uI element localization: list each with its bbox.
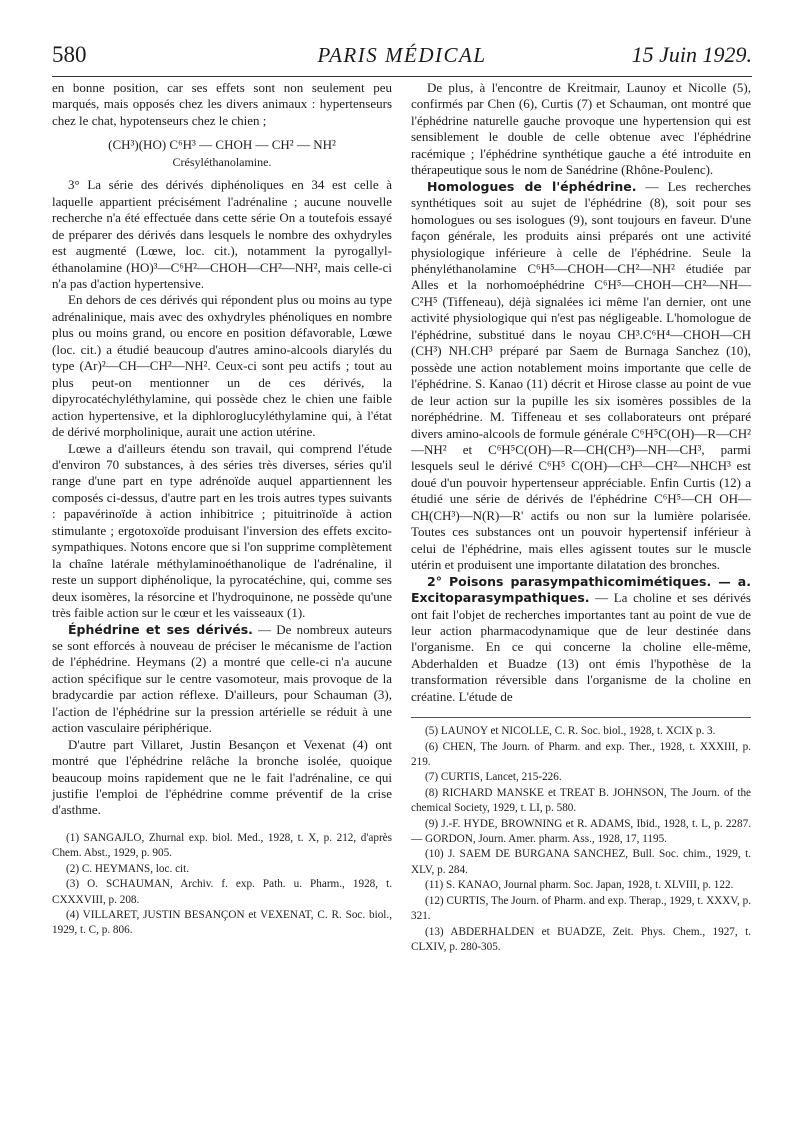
formula-caption: Crésyléthanolamine. xyxy=(172,154,272,169)
paragraph-text: — Les recherches synthétiques soit au sujet de l'éphédrine (8), soit pour ses homologues ou ses isologues (9), sont toujours en faveur. D'une façon générale, les produits ainsi préparés ont une activité physiologique inférieure à celle de l'éphédrine. Seule la phényléthanolamine C⁶H⁵—CHOH—CH²—NH² étudiée par Alles et la norhomoéphédrine C⁶H⁵—CHOH—CH²—NH—C²H⁵ (Tiffeneau), déjà signalées ici même l'an dernier, ont une activité physiologique qui n'est pas négligeable. L'homologue de l'éphédrine, substitué dans le noyau CH³.C⁶H⁴—CHOH—CH (CH³) NH.CH³ préparé par Saem de Burnaga Sanchez (10), possède une action notablement moins importante que celle de l'éphédrine. S. Kanao (11) décrit et Hirose classe au point de vue de leur action sur la pupille les six isomères possibles de la noréphédrine. M. Tiffeneau et ses collaborateurs ont préparé divers amino-alcools de formule générale C⁶H⁵C(OH)—R—CH²—NH² et C⁶H⁵C(OH)—R—CH(CH³)—NH—CH³, parmi lesquels seul le dérivé C⁶H⁵ C(OH)—CH³—CH²—NHCH³ est doué d'un pouvoir hypertenseur appréciable. Enfin Curtis (12) a étudié une série de dérivés de l'éphédrine C⁶H⁵—CH OH—CH(CH³)—N(R)—R' actifs ou non sur la lumière polarisée. Toutes ces substances ont un pouvoir hypertensif inférieur à celui de l'éphédrine, mais elles agissent toutes sur le muscle utérin et produisent une importante dilatation des bronches. xyxy=(411,178,751,573)
paragraph xyxy=(411,179,751,574)
chemical-formula: (CH³)(HO) C⁶H³ — CHOH — CH² — NH² xyxy=(108,137,336,153)
paragraph xyxy=(411,574,751,706)
section-heading: Homologues de l'éphédrine. xyxy=(427,178,637,194)
footnote: (8) RICHARD MANSKE et TREAT B. JOHNSON, The Journ. of the chemical Society, 1929, t. LI, p. 580. xyxy=(411,786,751,815)
footnote: (3) O. SCHAUMAN, Archiv. f. exp. Path. u. Pharm., 1928, t. CXXXVIII, p. 208. xyxy=(52,878,392,906)
paragraph xyxy=(52,622,392,737)
footnote: (11) S. KANAO, Journal pharm. Soc. Japan, 1928, t. XLVIII, p. 122. xyxy=(425,879,734,892)
left-column xyxy=(52,80,392,939)
right-column xyxy=(411,80,751,955)
footnote: (7) CURTIS, Lancet, 215-226. xyxy=(425,771,562,784)
paragraph: en bonne position, car ses effets sont non seulement peu marqués, mais opposés chez les divers animaux : hypertenseurs chez le chat, hypotenseurs chez le chien ; xyxy=(52,80,392,128)
running-header xyxy=(52,40,752,77)
footnote: (5) LAUNOY et NICOLLE, C. R. Soc. biol., 1928, t. XCIX p. 3. xyxy=(425,725,716,738)
footnote: (13) ABDERHALDEN et BUADZE, Zeit. Phys. Chem., 1927, t. CLXIV, p. 280-305. xyxy=(411,925,751,953)
footnotes xyxy=(52,831,392,939)
footnote: (12) CURTIS, The Journ. of Pharm. and exp. Therap., 1929, t. XXXV, p. 321. xyxy=(411,894,751,923)
footnote: (10) J. SAEM DE BURGANA SANCHEZ, Bull. Soc. chim., 1929, t. XLV, p. 284. xyxy=(411,848,751,876)
journal-page xyxy=(52,40,752,953)
paragraph: En dehors de ces dérivés qui répondent plus ou moins au type adrénalinique, mais avec des oxhydryles phénoliques en nombre plus ou moins grand, ou encore en position défavorable, Lœwe (loc. cit.) a étudié beaucoup d'autres amino-alcools diarylés du type (Ar)²—CH—CH²—NH². Ceux-ci sont peu actifs ; tout au plus peut-on mentionner un de ces dérivés, la dipyrocatéchyléthylamine, qui possède chez le chien une faible action hypertensive, et la diphloroglucyléthylamine qui, à l'état de dérivé morpholinique, aurait une action utérine. xyxy=(52,292,392,440)
paragraph-text: — De nombreux auteurs se sont efforcés à nouveau de préciser le mécanisme de l'action de l'éphédrine. Heymans (2) a montré que celle-ci n'a aucune action spécifique sur le centre vasomoteur, mais provoque de la bradycardie par action réflexe. D'ailleurs, pour Schauman (3), l'action de l'éphédrine sur la pression artérielle se réduit à une action vasculaire périphérique. xyxy=(52,621,392,736)
paragraph: De plus, à l'encontre de Kreitmair, Launoy et Nicolle (5), confirmés par Chen (6), Curtis (7) et Schauman, ont montré que l'éphédrine naturelle gauche provoque une hypertension qui est sensiblement le double de celle obtenue avec l'éphédrine racémique ; l'éphédrine synthétique gauche a été introduite en thérapeutique sous le nom de Sanédrine (Rhône-Poulenc). xyxy=(411,80,751,178)
footnote: (1) SANGAJLO, Zhurnal exp. biol. Med., 1928, t. X, p. 212, d'après Chem. Abst., 1929, p. 905. xyxy=(52,831,392,860)
footnote: (4) VILLARET, JUSTIN BESANÇON et VEXENAT, C. R. Soc. biol., 1929, t. C, p. 806. xyxy=(52,908,392,937)
paragraph: 3° La série des dérivés diphénoliques en 34 est celle à laquelle appartient précisément l'adrénaline ; aucune nouvelle recherche n'a été effectuée dans cette série On a toutefois essayé de préparer des dérivés dans lesquels le nombre des oxhydryles est augmenté (Lœwe, loc. cit.), notamment la pyrogallyl-éthanolamine (HO)³—C⁶H²—CHOH—CH²—NH², mais celle-ci n'a pas d'action hypertensive. xyxy=(52,177,392,291)
journal-title: PARIS MÉDICAL xyxy=(317,43,487,67)
paragraph-text: — La choline et ses dérivés ont fait l'objet de recherches importantes tant au point de vue de leur action pharmacodynamique que de leur destinée dans l'organisme. En ce qui concerne la choline elle-même, Abderhalden et Buadze (13) ont émis l'hypothèse de la transformation réversible dans l'organisme de la choline en créatine. L'étude de xyxy=(411,590,751,704)
footnote: (6) CHEN, The Journ. of Pharm. and exp. Ther., 1928, t. XXXIII, p. 219. xyxy=(411,740,751,769)
issue-date: 15 Juin 1929. xyxy=(631,42,752,67)
page-number: 580 xyxy=(52,42,87,67)
footnote: (9) J.-F. HYDE, BROWNING et R. ADAMS, Ibid., 1928, t. L, p. 2287. — GORDON, Journ. Amer. pharm. Ass., 1928, 17, 1195. xyxy=(411,817,751,846)
section-heading: 2° Poisons parasympathicomimétiques. — a. Excitoparasympathiques. xyxy=(411,573,751,606)
section-heading: Éphédrine et ses dérivés. xyxy=(68,621,253,637)
footnotes xyxy=(411,717,751,955)
footnote: (2) C. HEYMANS, loc. cit. xyxy=(66,862,190,875)
paragraph: Lœwe a d'ailleurs étendu son travail, qui comprend l'étude d'environ 70 substances, à des séries très diverses, séries qu'il range d'une part en type adrénoïde auquel appartiennent les composés ci-dessus, d'autre part en les trois autres types suivants : papavérinoïde à action inhibitrice ; pituitrinoïde à action stimulante ; ergotoxoïde produisant l'inversion des effets excito-sympathiques. Notons encore que si l'on supprime complètement la chaîne latérale méthylaminoéthanolique de l'adrénaline, il reste un support diphénolique, la pyrocatéchine, qui, comme ses deux isomères, la résorcine et l'hydroquinone, ne possède qu'une très faible action sur le cœur et les vaisseaux (1). xyxy=(52,440,392,621)
paragraph: D'autre part Villaret, Justin Besançon et Vexenat (4) ont montré que l'éphédrine relâche la bronche isolée, quoique beaucoup moins rapidement que ne le fait l'adrénaline, ce qui justifie l'emploi de l'éphédrine comme préventif de la crise d'asthme. xyxy=(52,736,392,818)
